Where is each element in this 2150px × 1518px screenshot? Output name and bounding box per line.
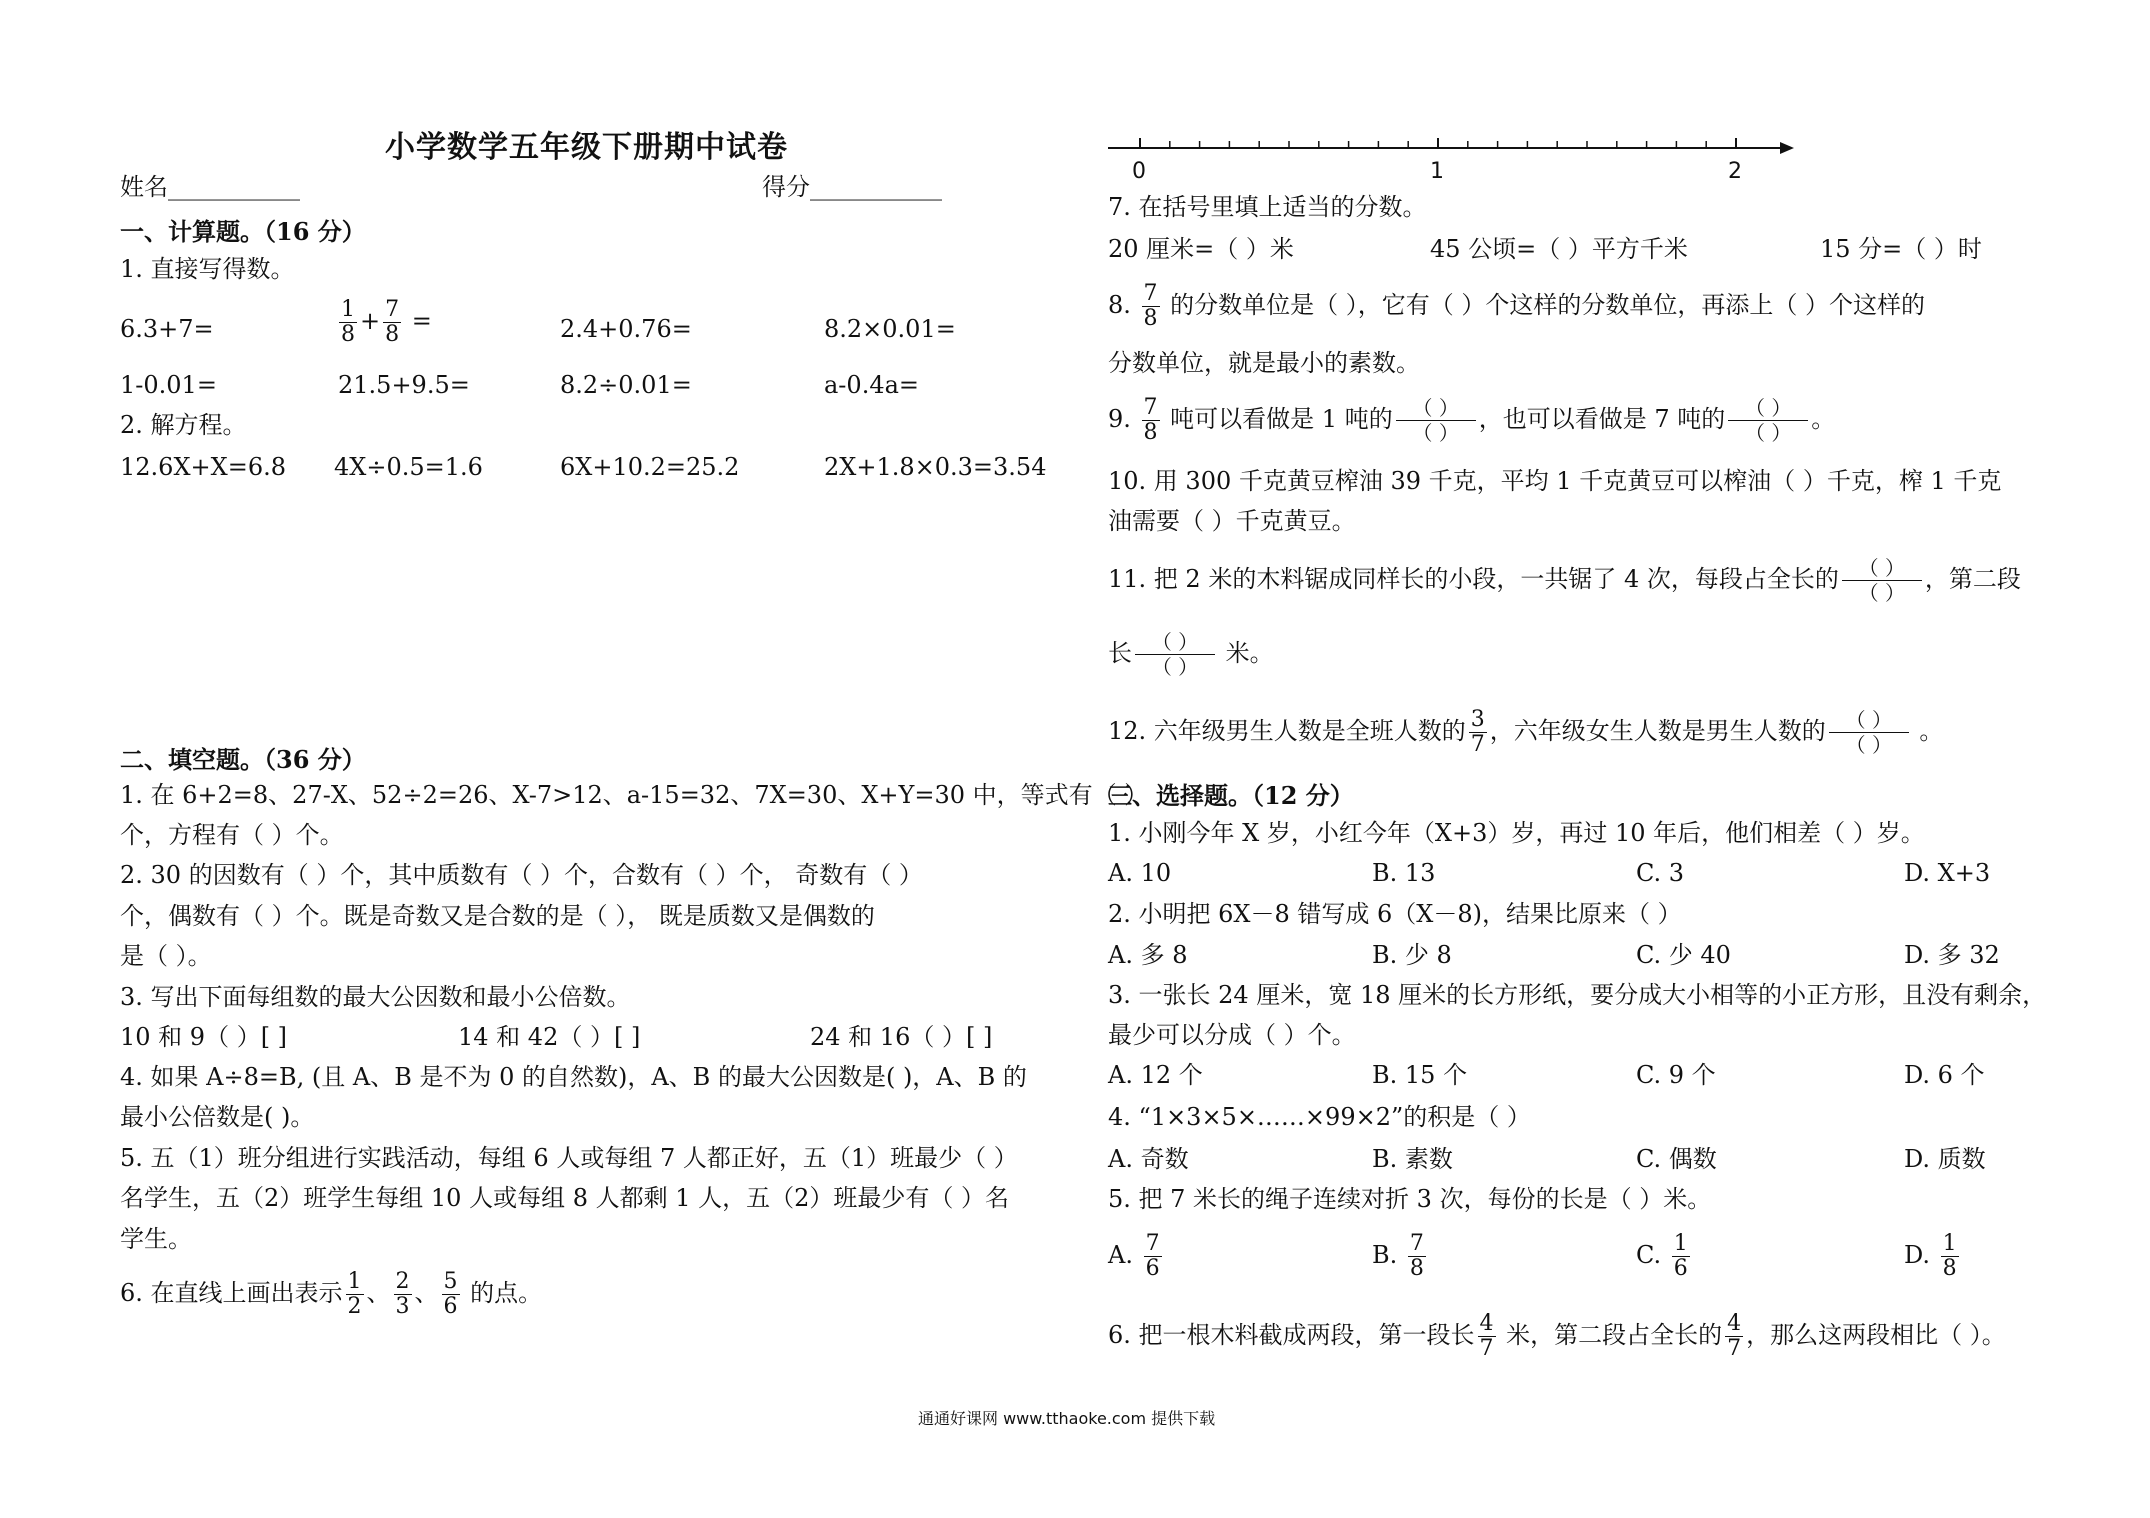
choice-option: C. 偶数	[1636, 1145, 1717, 1173]
choice-option: A. $\frac{7}{6}$	[1108, 1231, 1160, 1281]
name-field-label: 姓名___________	[120, 173, 300, 201]
fraction: $\frac{7}{8}$	[385, 297, 400, 347]
choice-stem: 4. “1×3×5×……×99×2”的积是（ ）	[1108, 1103, 1531, 1131]
fraction: $\frac{4}{7}$	[1479, 1311, 1494, 1361]
gcd-item: 10 和 9（ ）[ ]	[120, 1023, 288, 1051]
calc-item: 2.4+0.76=	[560, 315, 692, 343]
choice-stem: 3. 一张长 24 厘米，宽 18 厘米的长方形纸，要分成大小相等的小正方形，且没有剩余，	[1108, 981, 2047, 1009]
fill-line: 5. 五（1）班分组进行实践活动，每组 6 人或每组 7 人都正好，五（1）班最少（ ）	[120, 1144, 1018, 1172]
choice-option: B. $\frac{7}{8}$	[1372, 1231, 1424, 1281]
gcd-item: 24 和 16（ ）[ ]	[810, 1023, 993, 1051]
fraction: $\frac{7}{8}$	[1409, 1231, 1424, 1281]
blank-fraction: $\frac{( )}{( )}$	[1396, 396, 1476, 445]
choice-stem-q6: 6. 把一根木料截成两段，第一段长 $\frac{4}{7}$ 米，第二段占全长的 $\frac{4}{7}$ ，那么这两段相比（ ）。	[1108, 1311, 2006, 1361]
score-field-label: 得分___________	[762, 173, 942, 201]
fill-line: 分数单位，就是最小的素数。	[1108, 349, 1420, 377]
choice-option: B. 少 8	[1372, 941, 1452, 969]
choice-option: D. 6 个	[1904, 1061, 1985, 1089]
fraction: $\frac{1}{6}$	[1673, 1231, 1688, 1281]
q2-11-line2: 长 $\frac{( )}{( )}$ 米。	[1108, 630, 1274, 679]
fraction-expression: $\frac{1}{8}$ + $\frac{7}{8}$ =	[341, 297, 432, 347]
calc-item: 8.2×0.01=	[824, 315, 956, 343]
q2-7-label: 7. 在括号里填上适当的分数。	[1108, 193, 1427, 221]
fraction: $\frac{1}{8}$	[341, 297, 355, 347]
choice-stem: 5. 把 7 米长的绳子连续对折 3 次，每份的长是（ ）米。	[1108, 1185, 1712, 1213]
equation-item: 12.6X+X=6.8	[120, 453, 286, 481]
number-line-labels	[1132, 159, 1742, 184]
tick-label: 2	[1728, 159, 1742, 184]
section-3-heading: 三、选择题。（12 分）	[1108, 781, 1354, 810]
choice-option: C. 9 个	[1636, 1061, 1716, 1089]
fraction: $\frac{3}{7}$	[1470, 707, 1485, 757]
equation-item: 2X+1.8×0.3=3.54	[824, 453, 1047, 481]
blank-fraction: $\frac{( )}{( )}$	[1842, 556, 1922, 605]
calc-item: 8.2÷0.01=	[560, 371, 692, 399]
calc-item: 21.5+9.5=	[338, 371, 470, 399]
number-line-ticks	[1140, 138, 1736, 148]
q2-11-line1: 11. 把 2 米的木料锯成同样长的小段，一共锯了 4 次，每段占全长的 $\frac{( )}{( )}$ ，第二段	[1108, 556, 2021, 605]
convert-item: 45 公顷=（ ）平方千米	[1430, 235, 1688, 263]
q2-9: 9. $\frac{7}{8}$ 吨可以看做是 1 吨的 $\frac{( )}{( )}$ ，也可以看做是 7 吨的 $\frac{( )}{( )}$ 。	[1108, 395, 1836, 445]
choice-option: D. X+3	[1904, 859, 1991, 887]
fraction: $\frac{7}{8}$	[1143, 395, 1158, 445]
fraction: $\frac{7}{8}$	[1143, 281, 1158, 331]
calc-item: a-0.4a=	[824, 371, 920, 399]
blank-fraction: $\frac{( )}{( )}$	[1135, 630, 1215, 679]
equation-item: 6X+10.2=25.2	[560, 453, 740, 481]
blank-fraction: $\frac{( )}{( )}$	[1829, 708, 1909, 757]
calc-item: 1-0.01=	[120, 371, 217, 399]
fill-line: 10. 用 300 千克黄豆榨油 39 千克，平均 1 千克黄豆可以榨油（ ）千克，榨 1 千克	[1108, 467, 2002, 495]
fill-line: 油需要（ ）千克黄豆。	[1108, 507, 1356, 535]
fill-line: 3. 写出下面每组数的最大公因数和最小公倍数。	[120, 983, 631, 1011]
choice-option: B. 13	[1372, 859, 1436, 887]
choice-option: B. 15 个	[1372, 1061, 1468, 1089]
choice-option: A. 12 个	[1108, 1061, 1203, 1089]
fraction: $\frac{1}{2}$	[347, 1269, 362, 1319]
q1-2-label: 2. 解方程。	[120, 411, 247, 439]
q2-8: 8. $\frac{7}{8}$ 的分数单位是（ ），它有（ ）个这样的分数单位，再添上（ ）个这样的	[1108, 281, 1926, 331]
page-title: 小学数学五年级下册期中试卷	[385, 130, 788, 165]
q1-1-label: 1. 直接写得数。	[120, 255, 295, 283]
calc-item: 6.3+7=	[120, 315, 214, 343]
fraction: $\frac{5}{6}$	[443, 1269, 458, 1319]
choice-option: A. 10	[1108, 859, 1172, 887]
choice-option: D. 质数	[1904, 1145, 1986, 1173]
choice-option: D. $\frac{1}{8}$	[1904, 1231, 1957, 1281]
choice-stem: 最少可以分成（ ）个。	[1108, 1021, 1356, 1049]
fill-line: 个，方程有（ ）个。	[120, 821, 344, 849]
q2-12: 12. 六年级男生人数是全班人数的 $\frac{3}{7}$ ，六年级女生人数是男生人数的 $\frac{( )}{( )}$ 。	[1108, 707, 1944, 757]
choice-option: D. 多 32	[1904, 941, 2000, 969]
choice-option: A. 多 8	[1108, 941, 1188, 969]
choice-option: A. 奇数	[1108, 1145, 1189, 1173]
choice-stem: 1. 小刚今年 X 岁，小红今年（X+3）岁，再过 10 年后，他们相差（ ）岁。	[1108, 819, 1925, 847]
number-line	[1100, 128, 1800, 184]
footer-text: 通通好课网 www.tthaoke.com 提供下载	[918, 1409, 1216, 1428]
fill-line: 最小公倍数是( )。	[120, 1103, 315, 1131]
fraction: $\frac{7}{6}$	[1145, 1231, 1160, 1281]
fraction: $\frac{2}{3}$	[395, 1269, 410, 1319]
equation-item: 4X÷0.5=1.6	[334, 453, 483, 481]
choice-option: C. 少 40	[1636, 941, 1731, 969]
arrow-right-icon	[1780, 142, 1794, 154]
tick-label: 1	[1430, 159, 1444, 184]
fill-line: 1. 在 6+2=8、27-X、52÷2=26、X-7>12、a-15=32、7X=30、X+Y=30 中，等式有（ ）	[120, 781, 1149, 809]
q2-6: 6. 在直线上画出表示 $\frac{1}{2}$ 、 $\frac{2}{3}$ 、 $\frac{5}{6}$ 的点。	[120, 1269, 543, 1319]
convert-item: 20 厘米=（ ）米	[1108, 235, 1294, 263]
tick-label: 0	[1132, 159, 1146, 184]
fill-line: 学生。	[120, 1225, 192, 1253]
gcd-item: 14 和 42（ ）[ ]	[458, 1023, 641, 1051]
choice-option: C. 3	[1636, 859, 1685, 887]
fill-line: 2. 30 的因数有（ ）个，其中质数有（ ）个，合数有（ ）个， 奇数有（ ）	[120, 861, 923, 889]
section-1-heading: 一、计算题。（16 分）	[120, 217, 366, 246]
fraction: $\frac{1}{8}$	[1942, 1231, 1957, 1281]
fill-line: 是（ ）。	[120, 942, 212, 970]
fill-line: 名学生，五（2）班学生每组 10 人或每组 8 人都剩 1 人，五（2）班最少有（ ）名	[120, 1184, 1010, 1212]
fill-line: 4. 如果 A÷8=B, (且 A、B 是不为 0 的自然数)，A、B 的最大公因数是( )，A、B 的	[120, 1063, 1027, 1091]
convert-item: 15 分=（ ）时	[1820, 235, 1982, 263]
choice-option: B. 素数	[1372, 1145, 1453, 1173]
fill-line: 个，偶数有（ ）个。既是奇数又是合数的是（ ）， 既是质数又是偶数的	[120, 902, 875, 930]
fraction: $\frac{4}{7}$	[1727, 1311, 1742, 1361]
section-2-heading: 二、填空题。（36 分）	[120, 745, 366, 774]
choice-option: C. $\frac{1}{6}$	[1636, 1231, 1688, 1281]
choice-stem: 2. 小明把 6X－8 错写成 6（X－8)，结果比原来（ ）	[1108, 900, 1682, 928]
blank-fraction: $\frac{( )}{( )}$	[1728, 396, 1808, 445]
